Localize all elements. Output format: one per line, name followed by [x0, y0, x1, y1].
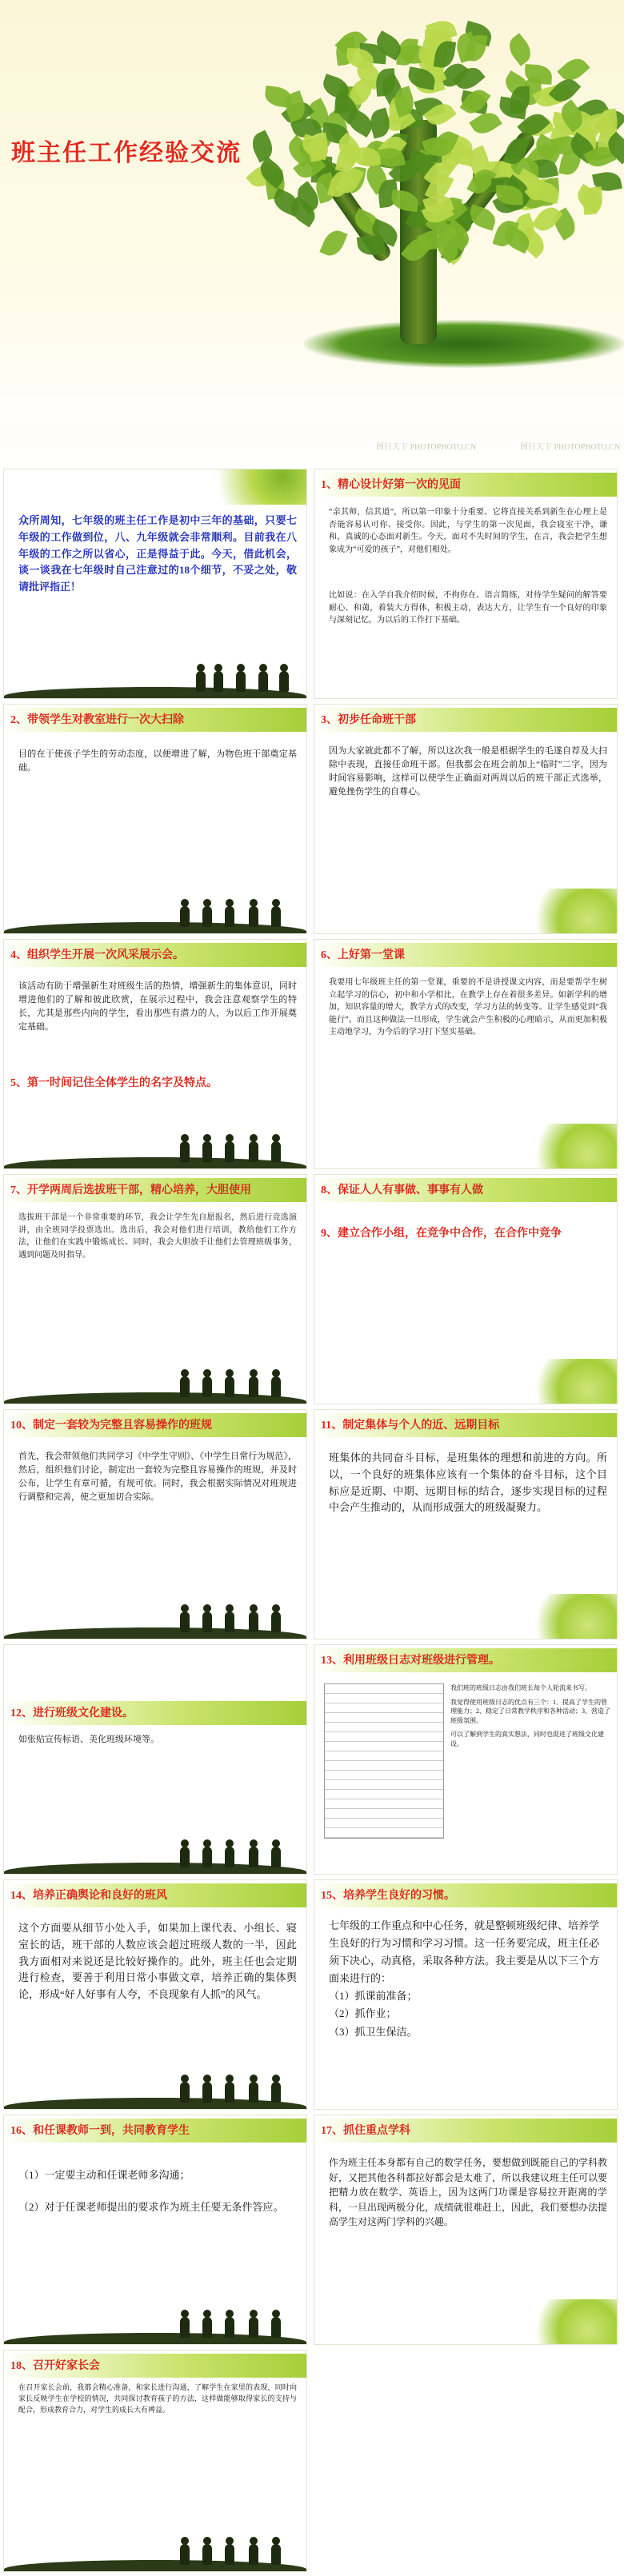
slide-title: 9、建立合作小组，在竞争中合作，在合作中竞争: [321, 1228, 562, 1240]
slide-title: 17、抓住重点学科: [321, 2125, 410, 2137]
leaf: [510, 86, 530, 114]
slide-title: 3、初步任命班干部: [321, 714, 416, 726]
slide-15: [314, 1879, 618, 2110]
leaf: [248, 130, 277, 162]
slide-title: 1、精心设计好第一次的见面: [321, 479, 461, 491]
slide-title: 6、上好第一堂课: [321, 949, 405, 961]
slide-paragraph: 因为大家就此都不了解，所以这次我一般是根据学生的毛遂自荐及大扫除中表现，直接任命班干部。但我都会在班会前加上“临时”二字，因为时间容易影响，这样可以使学生正确面对两周以后的班干部正式选举，避免挫伤学生的自尊心。: [329, 746, 607, 797]
slide-1: [314, 469, 618, 699]
intro-text: 众所周知，七年级的班主任工作是初中三年的基础，只要七年级的工作做到位，八、九年级就会非常顺利。目前我在八年级的工作之所以省心，正是得益于此。今天，借此机会，谈一谈我在七年级时自己注意过的18个细节，不妥之处，敬请批评指正！: [18, 514, 297, 593]
meadow-decoration: [4, 2302, 306, 2344]
slide-paragraph: 七年级的工作重点和中心任务，就是整顿班级纪律、培养学生良好的行为习惯和学习习惯。这一任务要完成，班主任必须下决心，动真格，采取各种方法。我主要是从以下三个方面来进行的：: [329, 1919, 600, 1985]
slide-title: 14、培养正确舆论和良好的班风: [10, 1890, 167, 1902]
tree-ground: [304, 320, 624, 368]
slide-paragraph: 比如说：在入学自我介绍时候，不拘你在、语言简练，对待学生疑问的解答要耐心、和蔼，着装大方得体，积极主动，表达大方，让学生有一个良好的印象与深刻记忆，为以后的工作打下基础。: [329, 591, 607, 625]
slide-paragraph: 如张贴宣传标语、美化班级环境等。: [18, 1735, 159, 1744]
slide-paragraph: 我要用七年级班主任的第一堂课，重要的不是讲授课文内容，而是要帮学生树立起学习的信心，初中和小学相比，在教学上存在着很多差异。如新学科的增加，知识容量的增大，教学方式的改变，学习方法的转变等。让学生感觉到“我能行”。而且这种做法一旦形成，学生就会产生积极的心理暗示，从而更加积极主动地学习，为今后的学习打下坚实基础。: [329, 978, 607, 1036]
slide-6: [314, 939, 618, 1169]
cover-title: 班主任工作经验交流: [11, 140, 242, 166]
slide-paragraph: 作为班主任本身都有自己的数学任务，要想做到既能自己的学科教好，又把其他各科都拉好都会是太难了，所以我建议班主任可以要把精力放在数学、英语上，因为这两门功课是容易拉开距离的学科，一旦出现两极分化，成绩就很难赶上，因此，我们要想办法提高学生对这两门学科的兴趣。: [329, 2157, 608, 2228]
leaf: [582, 186, 603, 215]
slide-paragraph: 在召开家长会前，我都会精心准备，和家长进行沟通，了解学生在家里的表现，同时向家长反映学生在学校的情况，共同探讨教育孩子的方法，这样做能够取得家长的支持与配合，形成教育合力，对学生的成长大有裨益。: [18, 2383, 297, 2414]
slide-16: [3, 2115, 307, 2345]
slide-10: [3, 1409, 307, 1639]
slide-13: [314, 1644, 618, 1875]
slide-14: [3, 1879, 307, 2110]
slide-paragraph: 首先，我会带领他们共同学习《中学生守则》、《中学生日常行为规范》，然后，组织他们讨论，制定出一套较为完整且容易操作的班规，并及时公布，让学生有章可循，有规可依。同时，我会根据实际情况对班规进行调整和完善，使之更加切合实际。: [18, 1452, 297, 1503]
slide-paragraph: 选拔班干部是一个非常重要的环节，我会让学生先自愿报名，然后进行竞选演讲，由全班同学投票选出。选出后，我会对他们进行培训，教给他们工作方法，让他们在实践中锻炼成长。同时，我会大胆放手让他们去管理班级事务，遇到问题及时指导。: [18, 1213, 297, 1260]
meadow-decoration: [4, 2067, 306, 2109]
slide-title: 11、制定集体与个人的近、远期目标: [321, 1420, 500, 1432]
slide-7: [3, 1174, 307, 1404]
leaf-decoration: [186, 469, 306, 505]
slide-11: [314, 1409, 618, 1639]
slide-title: 4、组织学生开展一次风采展示会。: [10, 949, 184, 961]
meadow-decoration: [314, 2302, 617, 2344]
slide-title: 8、保证人人有事做、事事有人做: [321, 1184, 483, 1196]
slide-8-9: [314, 1174, 618, 1404]
slide-intro: [3, 469, 307, 699]
meadow-decoration: [4, 1597, 306, 1639]
meadow-decoration: [4, 2530, 306, 2571]
watermark: 图行天下 PHOTOPHOTO.CN: [376, 443, 477, 452]
slide-paragraph: 该活动有助于增强新生对班级生活的热情，增强新生的集体意识，同时增进他们的了解和彼此欣赏，在展示过程中，我会注意观察学生的特长，尤其是那些内向的学生，看出那些有潜力的人，为以后工作开展奠定基础。: [18, 981, 297, 1032]
list-item: （1）一定要主动和任课老师多沟通；: [18, 2169, 190, 2181]
slide-paragraph: 我们班的班级日志由我们班长每个人轮流来书写。 我觉得使用班级日志的优点有三个：1、提高了学生的管理能力；2、稳定了日常教学秩序和各种活动；3、营造了班级氛围。 可以了解到学生的真实想法，同时也促进了班级文化建设。: [450, 1684, 610, 1747]
slide-title: 2、带领学生对教室进行一次大扫除: [10, 714, 184, 726]
slide-title: 12、进行班级文化建设。: [10, 1707, 134, 1719]
meadow-decoration: [314, 1597, 617, 1639]
cover-slide: [0, 0, 624, 465]
slide-17: [314, 2115, 618, 2345]
meadow-decoration: [4, 1832, 306, 1874]
class-log-image: [324, 1683, 444, 1839]
slide-18: [3, 2350, 307, 2572]
slide-paragraph: 这个方面要从细节小处入手，如果加上课代表、小组长、寝室长的话，班干部的人数应该会超过班级人数的一半，因此我方面相对来说还是比较好操作的。此外，班主任也会定期进行检查，要善于利用日常小事做文章，培养正确的集体舆论，形成“好人好事有人夸，不良现象有人抓”的风气。: [18, 1922, 297, 2001]
slide-title: 5、第一时间记住全体学生的名字及特点。: [10, 1077, 218, 1089]
slide-title: 16、和任课教师一到，共同教育学生: [10, 2125, 190, 2137]
leaf: [319, 226, 347, 259]
list-item: （2）对于任课老师提出的要求作为班主任要无条件答应。: [18, 2201, 284, 2214]
slide-title: 18、召开好家长会: [10, 2360, 100, 2372]
meadow-decoration: [4, 657, 306, 698]
list-item: （2）抓作业；: [329, 2007, 397, 2020]
slide-paragraph: “亲其师，信其道”，所以第一印象十分重要。它将直接关系到新生在心理上是否能容易认可你、接受你。因此，与学生的第一次见面，我会寝室干净，谦和，真诚的心态面对新生。今天，面对不失时间的学生，在言，我会把学生想象成为“可爱的孩子”，对他们相处。: [329, 508, 607, 554]
slide-title: 13、利用班级日志对班级进行管理。: [321, 1655, 500, 1667]
slide-12: [3, 1644, 307, 1875]
meadow-decoration: [4, 1127, 306, 1168]
meadow-decoration: [4, 1362, 306, 1404]
meadow-decoration: [314, 1362, 617, 1404]
slide-title: 7、开学两周后选拔班干部，精心培养，大胆使用: [10, 1184, 251, 1196]
meadow-decoration: [4, 892, 306, 933]
meadow-decoration: [314, 1127, 617, 1168]
slide-title: 15、培养学生良好的习惯。: [321, 1890, 455, 1902]
slide-title: 10、制定一套较为完整且容易操作的班规: [10, 1420, 212, 1432]
list-item: （3）抓卫生保洁。: [329, 2025, 418, 2038]
slide-paragraph: 目的在于使孩子学生的劳动态度，以便增进了解，为物色班干部奠定基础。: [18, 749, 297, 773]
slide-4-5: [3, 939, 307, 1169]
list-item: （1）抓课前准备；: [329, 1990, 418, 2003]
slide-list: [329, 1917, 607, 2041]
meadow-decoration: [314, 892, 617, 933]
slide-2: [3, 704, 307, 934]
watermark: 图行天下 PHOTOPHOTO.CN: [520, 443, 621, 452]
slide-3: [314, 704, 618, 934]
slide-paragraph: 班集体的共同奋斗目标，是班集体的理想和前进的方向。所以，一个良好的班集体应该有一个集体的奋斗目标，这个目标应是近期、中期、远期目标的结合，逐步实现目标的过程中会产生推动的，从而形成强大的班级凝聚力。: [329, 1452, 607, 1514]
leaf: [504, 33, 536, 66]
slide-list: [18, 2167, 297, 2216]
